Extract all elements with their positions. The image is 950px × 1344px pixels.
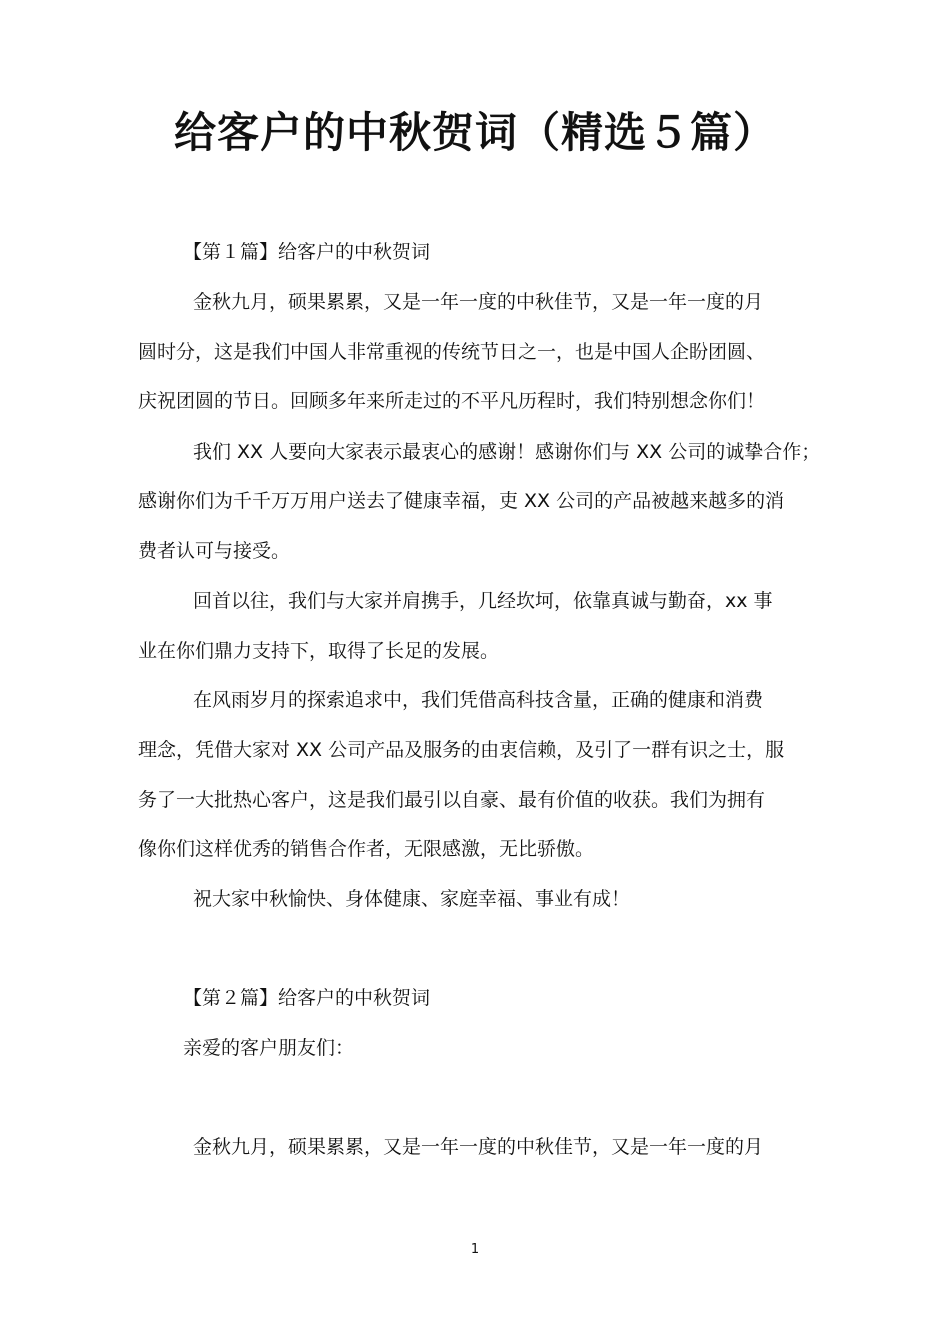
section-heading: 【第１篇】给客户的中秋贺词: [183, 241, 431, 263]
paragraph-line: 我们 XX 人要向大家表示最衷心的感谢！感谢你们与 XX 公司的诚挚合作；: [193, 441, 821, 463]
paragraph-line: 祝大家中秋愉快、身体健康、家庭幸福、事业有成！: [193, 888, 631, 910]
paragraph-line: 像你们这样优秀的销售合作者，无限感激，无比骄傲。: [138, 838, 595, 860]
paragraph-line: 务了一大批热心客户，这是我们最引以自豪、最有价值的收获。我们为拥有: [138, 789, 766, 811]
paragraph-line: 费者认可与接受。: [138, 540, 291, 562]
paragraph-line: 理念，凭借大家对 XX 公司产品及服务的由衷信赖，及引了一群有识之士，服: [138, 739, 785, 761]
paragraph-line: 金秋九月，硕果累累，又是一年一度的中秋佳节，又是一年一度的月: [193, 1136, 764, 1158]
paragraph-line: 感谢你们为千千万万用户送去了健康幸福，吏 XX 公司的产品被越来越多的消: [138, 490, 785, 512]
paragraph-line: 回首以往，我们与大家并肩携手，几经坎坷，依靠真诚与勤奋，xx 事: [193, 590, 773, 612]
paragraph-line: 在风雨岁月的探索追求中，我们凭借高科技含量，正确的健康和消费: [193, 689, 764, 711]
paragraph-line: 庆祝团圆的节日。回顾多年来所走过的不平凡历程时，我们特别想念你们！: [138, 390, 766, 412]
paragraph-line: 圆时分，这是我们中国人非常重视的传统节日之一，也是中国人企盼团圆、: [138, 341, 766, 363]
page-title: 给客户的中秋贺词（精选５篇）: [173, 108, 776, 157]
page-number: 1: [470, 1242, 480, 1257]
paragraph-line: 金秋九月，硕果累累，又是一年一度的中秋佳节，又是一年一度的月: [193, 291, 764, 313]
paragraph-line: 业在你们鼎力支持下，取得了长足的发展。: [138, 640, 500, 662]
salutation: 亲爱的客户朋友们：: [183, 1037, 355, 1059]
section-heading: 【第２篇】给客户的中秋贺词: [183, 987, 431, 1009]
